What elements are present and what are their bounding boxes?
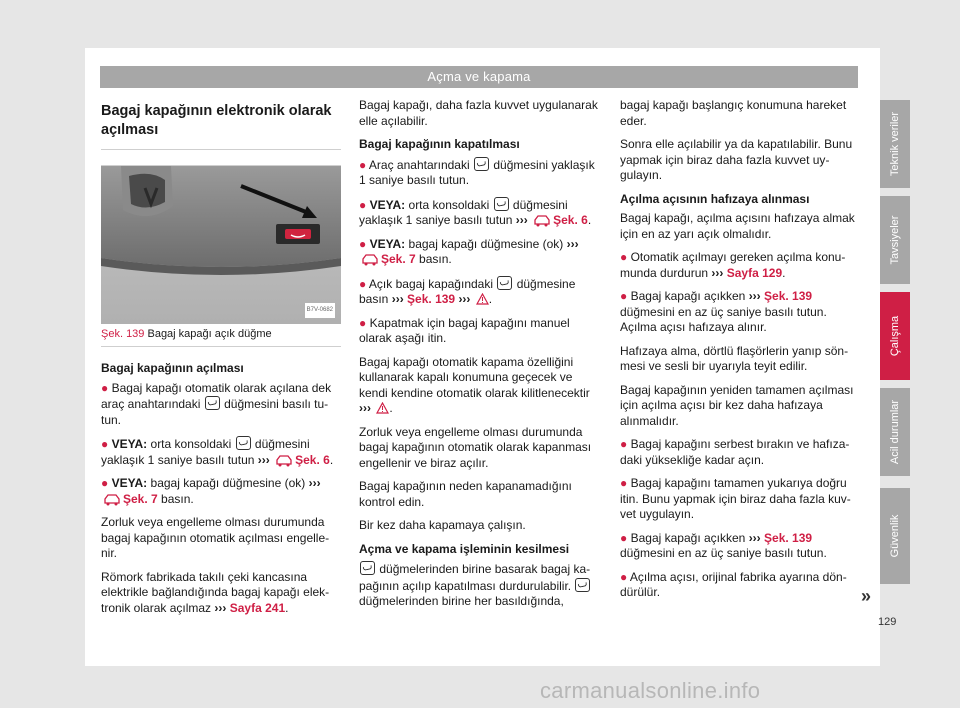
closing-step-1: ● Araç anahtarındaki düğmesini yaklaşık 1 saniye basılı tutun. [359,157,595,187]
memory-confirm-note: Hafızaya alma, dörtlü flaşörlerin yanıp sönmesi ve sesli bir uyarıyla teyit edilir. [620,343,849,373]
title-divider [101,149,341,150]
ref-sek-7[interactable]: Şek. 7 [381,252,416,266]
tailgate-key-icon [497,276,512,290]
tab-guvenlik[interactable]: Güvenlik [880,488,910,584]
tailgate-photo [101,166,341,324]
tab-tavsiyeler[interactable]: Tavsiyeler [880,196,910,284]
tailgate-key-icon [236,436,251,450]
ref-sek-139[interactable]: Şek. 139 [764,530,813,545]
figure-ref[interactable]: Şek. 139 [101,328,145,340]
manual-operate-note: Sonra elle açılabilir ya da kapatılabilir. Bunu yapmak için biraz daha fazla kuvvet uygulayın. [620,137,853,182]
closing-heading: Bagaj kapağının kapatılması [359,137,520,151]
tab-calisma[interactable]: Çalışma [880,292,910,380]
reset-step-1: ● Bagaj kapağını serbest bırakın ve hafızadaki yüksekliğe kadar açın. [620,437,850,467]
tab-acil-durumlar[interactable]: Acil durumlar [880,388,910,476]
trailer-note: Römork fabrikada takılı çeki kancasına elektrikle bağlandığında bagaj kapağı elektronik olarak açılmaz ››› Sayfa 241. [101,569,330,615]
warning-triangle-icon [476,293,489,305]
page-header: Açma ve kapama [100,66,858,88]
car-icon [361,253,379,266]
obstacle-note: Zorluk veya engelleme olması durumunda bagaj kapağının otomatik açılması engellenir. [101,515,330,560]
check-note: Bagaj kapağının neden kapanamadığını kontrol edin. [359,479,572,509]
memory-step-2: ● Bagaj kapağı açıkken ››› Şek. 139 düğmesini en az üç saniye basılı tutun. Açılma açısı hafızaya alınır. [620,289,827,334]
opening-step-2: ● VEYA: orta konsoldaki düğmesini yaklaşık 1 saniye basılı tutun ››› Şek. 6. [101,437,334,467]
memory-reset-note: Bagaj kapağının yeniden tamamen açılması için açılma açısı bir kez daha hafızaya alınmalıdır. [620,382,854,428]
cancel-heading: Açma ve kapama işleminin kesilmesi [359,541,570,556]
opening-step-1: ● Bagaj kapağı otomatik olarak açılana dek araç anahtarındaki düğmesini basılı tutun. [101,380,332,427]
closing-obstacle-note: Zorluk veya engelleme olması durumunda bagaj kapağının otomatik olarak kapanması engellenir ve biraz açılır. [359,424,592,470]
tab-teknik-veriler[interactable]: Teknik veriler [880,100,910,188]
tailgate-key-icon [360,561,375,575]
opening-heading: Bagaj kapağının açılması [101,361,244,375]
figure-caption-text: Bagaj kapağı açık düğme [147,328,272,340]
ref-sayfa-129[interactable]: Sayfa 129 [726,265,783,280]
car-icon [103,493,121,506]
ref-sek-7[interactable]: Şek. 7 [123,491,158,506]
car-icon [275,454,293,467]
ref-sek-139[interactable]: Şek. 139 [407,292,456,306]
tailgate-key-icon [205,396,220,410]
reset-step-4: ● Açılma açısı, orijinal fabrika ayarına döndürülür. [620,569,847,599]
closing-step-4: ● Açık bagaj kapağındaki düğmesine basın ››› Şek. 139 ››› . [359,276,576,306]
closing-step-2: ● VEYA: orta konsoldaki düğmesini yaklaşık 1 saniye basılı tutun ››› Şek. 6. [359,197,592,227]
reset-step-2: ● Bagaj kapağını tamamen yukarıya doğru itin. Bunu yapmak için biraz daha fazla kuvvet uygulayın. [620,476,851,521]
figure-caption [101,327,341,347]
memory-heading: Açılma açısının hafızaya alınması [620,191,810,206]
figure-code: B7V-0682 [305,303,335,319]
column-2 [359,98,603,610]
opening-step-3: ● VEYA: bagaj kapağı düğmesine (ok) ››› Şek. 7 basın. [101,476,321,506]
memory-intro: Bagaj kapağı, açılma açısını hafızaya almak için en az yarı açık olmalıdır. [620,211,855,241]
column-1 [101,98,341,624]
ref-sayfa-241[interactable]: Sayfa 241 [229,600,286,615]
ref-sek-6[interactable]: Şek. 6 [295,452,330,467]
retry-note: Bir kez daha kapamaya çalışın. [359,518,526,532]
figure-139 [101,165,341,324]
column-3 [620,98,860,609]
warning-triangle-icon [376,402,389,414]
section-title: Bagaj kapağının elektronik olarak açılması [101,103,332,138]
car-icon [533,214,551,227]
return-note: bagaj kapağı başlangıç konumuna hareket eder. [620,98,847,128]
manual-open-note: Bagaj kapağı, daha fazla kuvvet uygulanarak elle açılabilir. [359,98,598,128]
tailgate-key-icon [474,157,489,171]
cancel-note: düğmelerinden birine basarak bagaj kapağının açılıp kapatılması durdurulabilir. düğmelerinden birine her basıldığında, [359,562,591,608]
memory-step-1: ● Otomatik açılmayı gereken açılma konumunda durdurun ››› Sayfa 129. [620,250,846,280]
tailgate-key-icon [575,578,590,592]
reset-step-3: ● Bagaj kapağı açıkken ››› Şek. 139 düğmesini en az üç saniye basılı tutun. [620,530,827,560]
closing-step-3: ● VEYA: bagaj kapağı düğmesine (ok) ››› Şek. 7 basın. [359,236,579,266]
auto-close-note: Bagaj kapağı otomatik kapama özelliğini kullanarak kapalı konumuna geçecek ve kendi kendine otomatik olarak kilitlenecektir ››› . [359,354,590,415]
ref-sek-6[interactable]: Şek. 6 [553,213,588,227]
closing-step-5: ● Kapatmak için bagaj kapağını manuel olarak aşağı itin. [359,315,570,345]
tailgate-key-icon [494,197,509,211]
ref-sek-139[interactable]: Şek. 139 [764,289,813,303]
continue-arrow-icon: » [861,586,872,606]
page-number: 129 [878,616,897,628]
watermark: carmanualsonline.info [540,678,761,703]
